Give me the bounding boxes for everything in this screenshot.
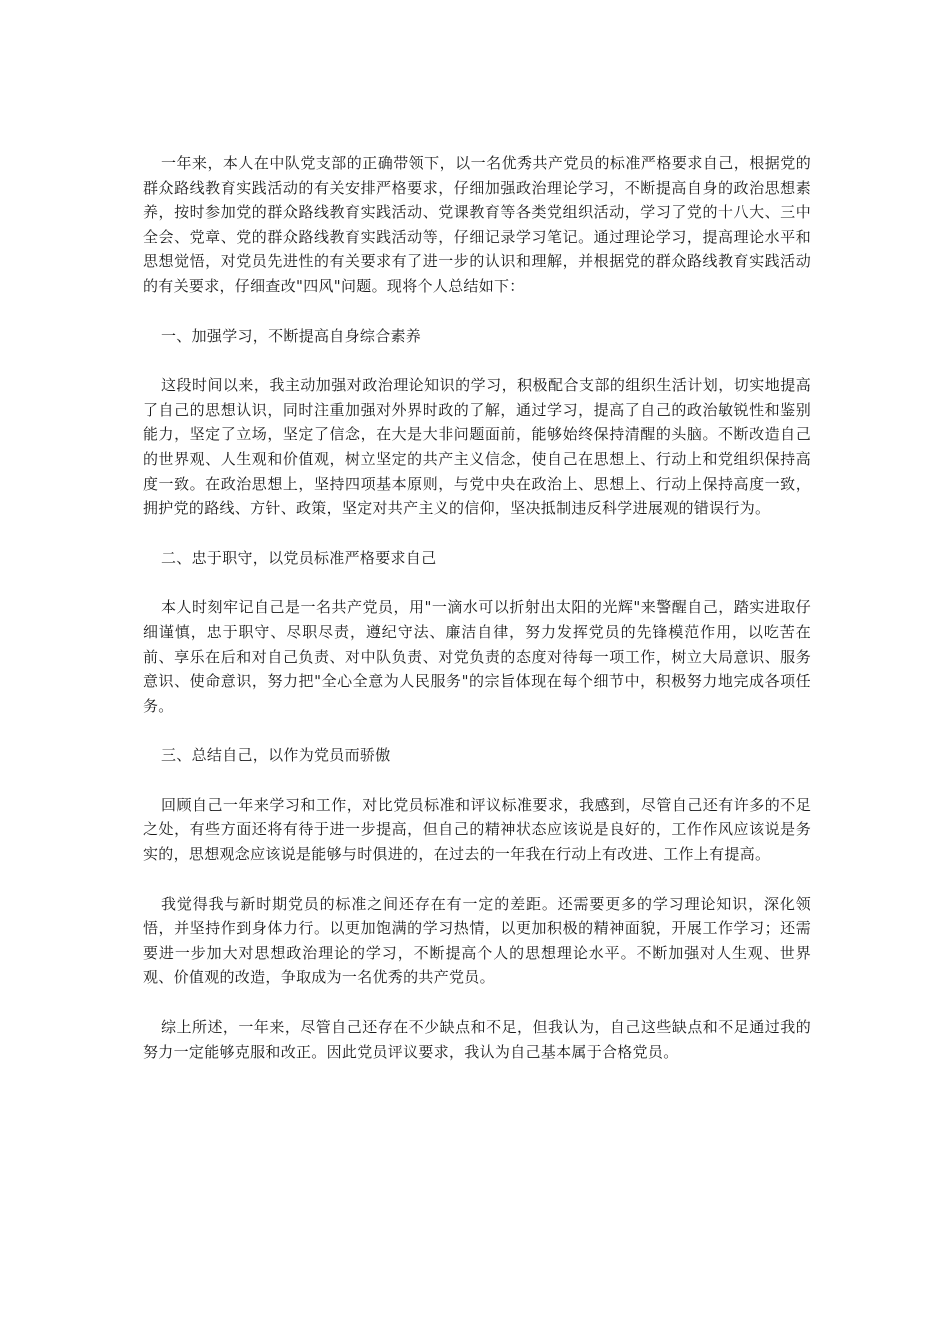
section-heading-3: 三、总结自己，以作为党员而骄傲 (161, 746, 391, 765)
section-1-paragraph: 这段时间以来，我主动加强对政治理论知识的学习，积极配合支部的组织生活计划，切实地提高了自己的思想认识，同时注重加强对外界时政的了解，通过学习，提高了自己的政治敏锐性和鉴别能力，坚定了立场，坚定了信念，在大是大非问题面前，能够始终保持清醒的头脑。不断改造自己的世界观、人生观和价值观，树立坚定的共产主义信念，使自己在思想上、行动上和党组织保持高度一致。在政治思想上，坚持四项基本原则，与党中央在政治上、思想上、行动上保持高度一致，拥护党的路线、方针、政策，坚定对共产主义的信仰，坚决抵制违反科学进展观的错误行为。 (143, 376, 811, 518)
section-heading-2: 二、忠于职守，以党员标准严格要求自己 (161, 548, 437, 567)
document-body (143, 151, 811, 1089)
section-heading-1: 一、加强学习，不断提高自身综合素养 (161, 326, 422, 345)
intro-paragraph: 一年来，本人在中队党支部的正确带领下，以一名优秀共产党员的标准严格要求自己，根据党的群众路线教育实践活动的有关安排严格要求，仔细加强政治理论学习，不断提高自身的政治思想素养，按时参加党的群众路线教育实践活动、党课教育等各类党组织活动，学习了党的十八大、三中全会、党章、党的群众路线教育实践活动等，仔细记录学习笔记。通过理论学习，提高理论水平和思想觉悟，对党员先进性的有关要求有了进一步的认识和理解，并根据党的群众路线教育实践活动的有关要求，仔细查改"四风"问题。现将个人总结如下： (143, 154, 811, 295)
section-2-paragraph: 本人时刻牢记自己是一名共产党员，用"一滴水可以折射出太阳的光辉"来警醒自己，踏实进取仔细谨慎，忠于职守、尽职尽责，遵纪守法、廉洁自律，努力发挥党员的先锋模范作用，以吃苦在前、享乐在后和对自己负责、对中队负责、对党负责的态度对待每一项工作，树立大局意识、服务意识、使命意识，努力把"全心全意为人民服务"的宗旨体现在每个细节中，积极努力地完成各项任务。 (143, 598, 811, 715)
section-3-paragraph: 回顾自己一年来学习和工作，对比党员标准和评议标准要求，我感到，尽管自己还有许多的不足之处，有些方面还将有待于进一步提高，但自己的精神状态应该说是良好的，工作作风应该说是务实的，思想观念应该说是能够与时俱进的，在过去的一年我在行动上有改进、工作上有提高。 (143, 795, 811, 864)
conclusion-paragraph: 综上所述，一年来，尽管自己还存在不少缺点和不足，但我认为，自己这些缺点和不足通过我的努力一定能够克服和改正。因此党员评议要求，我认为自己基本属于合格党员。 (143, 1018, 811, 1061)
gap-paragraph: 我觉得我与新时期党员的标准之间还存在有一定的差距。还需要更多的学习理论知识，深化领悟，并坚持作到身体力行。以更加饱满的学习热情，以更加积极的精神面貌，开展工作学习；还需要进一步加大对思想政治理论的学习，不断提高个人的思想理论水平。不断加强对人生观、世界观、价值观的改造，争取成为一名优秀的共产党员。 (143, 894, 811, 987)
